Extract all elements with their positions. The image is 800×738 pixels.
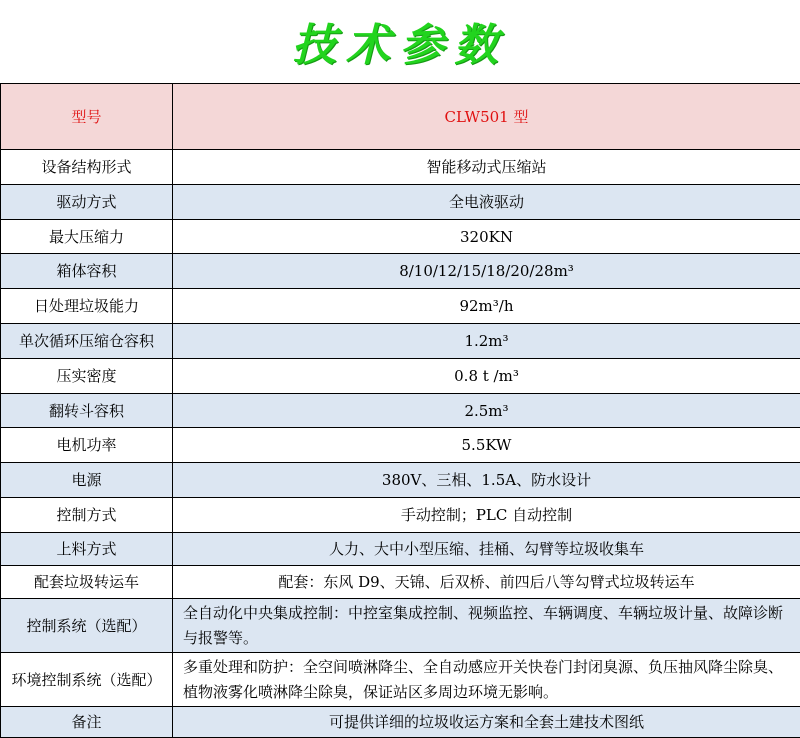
row-value: 配套：东风 D9、天锦、后双桥、前四后八等勾臂式垃圾转运车 <box>173 566 800 599</box>
table-row <box>1 707 800 738</box>
row-label: 环境控制系统（选配） <box>1 653 173 707</box>
row-value: 人力、大中小型压缩、挂桶、勾臂等垃圾收集车 <box>173 533 800 566</box>
table-row <box>1 254 800 289</box>
row-value: 1.2m³ <box>173 324 800 359</box>
row-label: 单次循环压缩仓容积 <box>1 324 173 359</box>
row-value: 0.8 t /m³ <box>173 359 800 394</box>
table-row <box>1 150 800 185</box>
row-label: 控制方式 <box>1 498 173 533</box>
row-label: 压实密度 <box>1 359 173 394</box>
header-label: 型号 <box>1 84 173 150</box>
row-label: 最大压缩力 <box>1 220 173 254</box>
page-title: 技术参数 <box>292 9 508 73</box>
table-row <box>1 498 800 533</box>
row-value: 智能移动式压缩站 <box>173 150 800 185</box>
row-value: 全电液驱动 <box>173 185 800 220</box>
table-row <box>1 599 800 653</box>
row-label: 备注 <box>1 707 173 738</box>
row-label: 电源 <box>1 463 173 498</box>
table-row <box>1 185 800 220</box>
table-row <box>1 289 800 324</box>
row-value: 2.5m³ <box>173 394 800 428</box>
row-label: 箱体容积 <box>1 254 173 289</box>
row-value: 手动控制；PLC 自动控制 <box>173 498 800 533</box>
row-label: 设备结构形式 <box>1 150 173 185</box>
row-value: 380V、三相、1.5A、防水设计 <box>173 463 800 498</box>
table-row <box>1 394 800 428</box>
row-label: 日处理垃圾能力 <box>1 289 173 324</box>
row-label: 配套垃圾转运车 <box>1 566 173 599</box>
table-row <box>1 428 800 463</box>
row-label: 驱动方式 <box>1 185 173 220</box>
table-row <box>1 566 800 599</box>
row-value: 多重处理和防护：全空间喷淋降尘、全自动感应开关快卷门封闭臭源、负压抽风降尘除臭、植物液雾化喷淋降尘除臭，保证站区多周边环境无影响。 <box>173 653 800 707</box>
row-label: 翻转斗容积 <box>1 394 173 428</box>
row-value: 320KN <box>173 220 800 254</box>
row-value: 92m³/h <box>173 289 800 324</box>
page-title-banner <box>0 0 800 82</box>
row-value: 可提供详细的垃圾收运方案和全套土建技术图纸 <box>173 707 800 738</box>
table-row <box>1 220 800 254</box>
row-value: 5.5KW <box>173 428 800 463</box>
table-row <box>1 324 800 359</box>
row-value: 全自动化中央集成控制：中控室集成控制、视频监控、车辆调度、车辆垃圾计量、故障诊断与报警等。 <box>173 599 800 653</box>
table-header-row <box>1 84 800 150</box>
table-row <box>1 533 800 566</box>
header-value: CLW501 型 <box>173 84 800 150</box>
row-label: 电机功率 <box>1 428 173 463</box>
row-value: 8/10/12/15/18/20/28m³ <box>173 254 800 289</box>
table-row <box>1 359 800 394</box>
spec-table <box>0 83 800 738</box>
table-row <box>1 653 800 707</box>
row-label: 控制系统（选配） <box>1 599 173 653</box>
table-row <box>1 463 800 498</box>
row-label: 上料方式 <box>1 533 173 566</box>
